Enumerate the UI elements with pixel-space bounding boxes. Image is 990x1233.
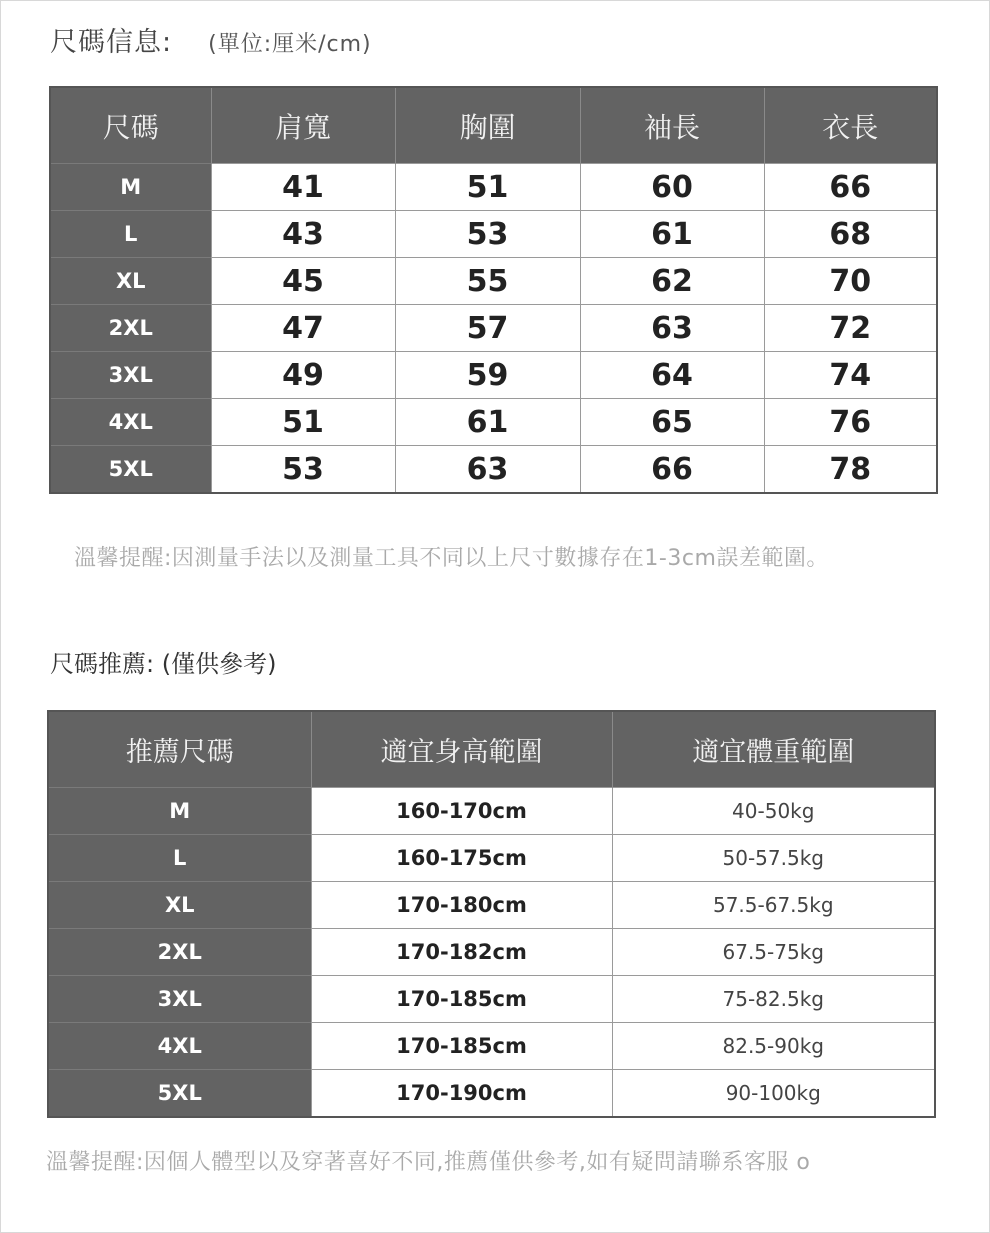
row-size: L bbox=[50, 211, 211, 258]
height-range: 170-185cm bbox=[311, 976, 612, 1023]
height-range: 170-190cm bbox=[311, 1070, 612, 1118]
weight-range: 50-57.5kg bbox=[612, 835, 935, 882]
weight-range: 90-100kg bbox=[612, 1070, 935, 1118]
row-size: 4XL bbox=[50, 399, 211, 446]
shoulder-value: 49 bbox=[211, 352, 395, 399]
chest-value: 53 bbox=[395, 211, 580, 258]
header-chest: 胸圍 bbox=[395, 87, 580, 164]
row-size: L bbox=[48, 835, 311, 882]
recommend-title: 尺碼推薦: (僅供參考) bbox=[50, 650, 277, 678]
unit-label: (單位:厘米/cm) bbox=[208, 32, 372, 57]
length-value: 76 bbox=[764, 399, 937, 446]
sleeve-value: 60 bbox=[580, 164, 764, 211]
recommend-header-row bbox=[48, 711, 935, 788]
sleeve-value: 61 bbox=[580, 211, 764, 258]
table-row bbox=[48, 835, 935, 882]
size-info-heading: 尺碼信息: bbox=[50, 27, 173, 58]
weight-range: 82.5-90kg bbox=[612, 1023, 935, 1070]
header-height-range: 適宜身高範圍 bbox=[311, 711, 612, 788]
shoulder-value: 43 bbox=[211, 211, 395, 258]
shoulder-value: 51 bbox=[211, 399, 395, 446]
sleeve-value: 63 bbox=[580, 305, 764, 352]
sleeve-value: 64 bbox=[580, 352, 764, 399]
height-range: 170-182cm bbox=[311, 929, 612, 976]
row-size: M bbox=[50, 164, 211, 211]
length-value: 70 bbox=[764, 258, 937, 305]
row-size: 5XL bbox=[48, 1070, 311, 1118]
chest-value: 51 bbox=[395, 164, 580, 211]
table-row bbox=[50, 164, 937, 211]
shoulder-value: 53 bbox=[211, 446, 395, 494]
height-range: 170-185cm bbox=[311, 1023, 612, 1070]
length-value: 68 bbox=[764, 211, 937, 258]
recommend-note: 溫馨提醒:因個人體型以及穿著喜好不同,推薦僅供參考,如有疑問請聯系客服 o bbox=[46, 1150, 811, 1175]
length-value: 74 bbox=[764, 352, 937, 399]
weight-range: 67.5-75kg bbox=[612, 929, 935, 976]
chest-value: 55 bbox=[395, 258, 580, 305]
chest-value: 61 bbox=[395, 399, 580, 446]
row-size: 2XL bbox=[48, 929, 311, 976]
row-size: XL bbox=[48, 882, 311, 929]
table-row bbox=[50, 446, 937, 494]
row-size: 3XL bbox=[50, 352, 211, 399]
chest-value: 63 bbox=[395, 446, 580, 494]
table-row bbox=[48, 788, 935, 835]
chest-value: 59 bbox=[395, 352, 580, 399]
table-row bbox=[50, 399, 937, 446]
weight-range: 57.5-67.5kg bbox=[612, 882, 935, 929]
table-row bbox=[50, 305, 937, 352]
table-row bbox=[50, 258, 937, 305]
header-size: 尺碼 bbox=[50, 87, 211, 164]
table-row bbox=[48, 882, 935, 929]
row-size: 4XL bbox=[48, 1023, 311, 1070]
weight-range: 75-82.5kg bbox=[612, 976, 935, 1023]
size-info-title bbox=[50, 20, 372, 59]
row-size: M bbox=[48, 788, 311, 835]
row-size: 2XL bbox=[50, 305, 211, 352]
size-chart-table bbox=[49, 86, 938, 494]
row-size: 3XL bbox=[48, 976, 311, 1023]
shoulder-value: 47 bbox=[211, 305, 395, 352]
height-range: 160-170cm bbox=[311, 788, 612, 835]
table-row bbox=[50, 352, 937, 399]
header-sleeve: 袖長 bbox=[580, 87, 764, 164]
chest-value: 57 bbox=[395, 305, 580, 352]
table-row bbox=[50, 211, 937, 258]
table-row bbox=[48, 929, 935, 976]
measurement-note: 溫馨提醒:因測量手法以及測量工具不同以上尺寸數據存在1-3cm誤差範圍。 bbox=[74, 546, 829, 571]
shoulder-value: 45 bbox=[211, 258, 395, 305]
table-row bbox=[48, 976, 935, 1023]
shoulder-value: 41 bbox=[211, 164, 395, 211]
recommend-table bbox=[47, 710, 936, 1118]
sleeve-value: 62 bbox=[580, 258, 764, 305]
height-range: 170-180cm bbox=[311, 882, 612, 929]
row-size: 5XL bbox=[50, 446, 211, 494]
size-chart-header-row bbox=[50, 87, 937, 164]
table-row bbox=[48, 1070, 935, 1118]
header-shoulder: 肩寬 bbox=[211, 87, 395, 164]
sleeve-value: 65 bbox=[580, 399, 764, 446]
sleeve-value: 66 bbox=[580, 446, 764, 494]
length-value: 78 bbox=[764, 446, 937, 494]
weight-range: 40-50kg bbox=[612, 788, 935, 835]
row-size: XL bbox=[50, 258, 211, 305]
header-weight-range: 適宜體重範圍 bbox=[612, 711, 935, 788]
length-value: 72 bbox=[764, 305, 937, 352]
header-recommend-size: 推薦尺碼 bbox=[48, 711, 311, 788]
length-value: 66 bbox=[764, 164, 937, 211]
header-length: 衣長 bbox=[764, 87, 937, 164]
table-row bbox=[48, 1023, 935, 1070]
height-range: 160-175cm bbox=[311, 835, 612, 882]
